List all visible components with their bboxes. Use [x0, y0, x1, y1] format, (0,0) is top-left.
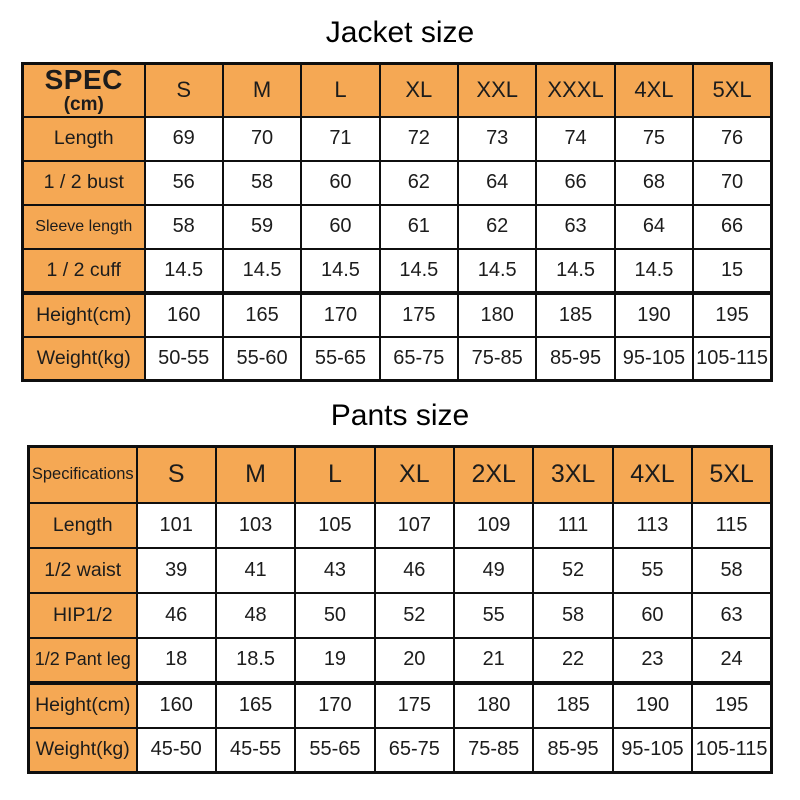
- value-cell: 170: [301, 293, 379, 337]
- row-label-cell: Height(cm): [29, 683, 137, 728]
- value-cell: 20: [375, 638, 454, 683]
- value-cell: 75: [615, 117, 693, 161]
- value-cell: 18.5: [216, 638, 295, 683]
- value-cell: 185: [533, 683, 612, 728]
- value-cell: 21: [454, 638, 533, 683]
- value-cell: 101: [137, 503, 216, 548]
- table-row: [29, 638, 772, 683]
- size-header-cell: 2XL: [454, 447, 533, 503]
- pants-table-title: Pants size: [330, 399, 470, 432]
- value-cell: 105-115: [693, 337, 771, 381]
- value-cell: 14.5: [615, 249, 693, 293]
- table-row: [23, 205, 772, 249]
- jacket-header-row: [23, 64, 772, 117]
- value-cell: 73: [458, 117, 536, 161]
- jacket-table-title: Jacket size: [325, 16, 475, 49]
- value-cell: 46: [375, 548, 454, 593]
- size-header-cell: XL: [375, 447, 454, 503]
- value-cell: 15: [693, 249, 771, 293]
- value-cell: 64: [615, 205, 693, 249]
- row-label-cell: HIP1/2: [29, 593, 137, 638]
- value-cell: 175: [375, 683, 454, 728]
- value-cell: 180: [458, 293, 536, 337]
- value-cell: 18: [137, 638, 216, 683]
- value-cell: 58: [533, 593, 612, 638]
- value-cell: 55-65: [295, 728, 374, 773]
- value-cell: 165: [216, 683, 295, 728]
- row-label-cell: 1 / 2 cuff: [23, 249, 145, 293]
- value-cell: 43: [295, 548, 374, 593]
- value-cell: 48: [216, 593, 295, 638]
- value-cell: 190: [615, 293, 693, 337]
- value-cell: 95-105: [615, 337, 693, 381]
- table-row: [23, 337, 772, 381]
- value-cell: 68: [615, 161, 693, 205]
- value-cell: 160: [137, 683, 216, 728]
- value-cell: 195: [693, 293, 771, 337]
- value-cell: 65-75: [380, 337, 458, 381]
- value-cell: 63: [536, 205, 614, 249]
- value-cell: 55: [613, 548, 692, 593]
- value-cell: 45-55: [216, 728, 295, 773]
- size-header-cell: XXL: [458, 64, 536, 117]
- spec-header-cell: [23, 64, 145, 117]
- value-cell: 72: [380, 117, 458, 161]
- value-cell: 14.5: [145, 249, 223, 293]
- value-cell: 58: [692, 548, 771, 593]
- value-cell: 105-115: [692, 728, 771, 773]
- table-row: [29, 683, 772, 728]
- size-header-cell: 5XL: [692, 447, 771, 503]
- row-label-cell: Weight(kg): [23, 337, 145, 381]
- value-cell: 59: [223, 205, 301, 249]
- row-label-cell: Sleeve length: [23, 205, 145, 249]
- value-cell: 14.5: [301, 249, 379, 293]
- value-cell: 52: [375, 593, 454, 638]
- value-cell: 14.5: [458, 249, 536, 293]
- table-row: [29, 728, 772, 773]
- table-row: [29, 548, 772, 593]
- table-row: [29, 503, 772, 548]
- value-cell: 60: [613, 593, 692, 638]
- value-cell: 70: [693, 161, 771, 205]
- value-cell: 95-105: [613, 728, 692, 773]
- value-cell: 22: [533, 638, 612, 683]
- value-cell: 180: [454, 683, 533, 728]
- value-cell: 56: [145, 161, 223, 205]
- size-header-cell: L: [295, 447, 374, 503]
- row-label-cell: Height(cm): [23, 293, 145, 337]
- value-cell: 190: [613, 683, 692, 728]
- value-cell: 103: [216, 503, 295, 548]
- table-row: [23, 249, 772, 293]
- value-cell: 60: [301, 205, 379, 249]
- value-cell: 46: [137, 593, 216, 638]
- value-cell: 64: [458, 161, 536, 205]
- spec-label: SPEC: [44, 64, 123, 96]
- value-cell: 58: [223, 161, 301, 205]
- row-label-cell: 1/2 waist: [29, 548, 137, 593]
- value-cell: 49: [454, 548, 533, 593]
- value-cell: 160: [145, 293, 223, 337]
- value-cell: 195: [692, 683, 771, 728]
- value-cell: 14.5: [223, 249, 301, 293]
- value-cell: 175: [380, 293, 458, 337]
- size-header-cell: XL: [380, 64, 458, 117]
- value-cell: 65-75: [375, 728, 454, 773]
- value-cell: 69: [145, 117, 223, 161]
- value-cell: 24: [692, 638, 771, 683]
- pants-size-table: [27, 445, 773, 774]
- size-header-cell: 3XL: [533, 447, 612, 503]
- value-cell: 60: [301, 161, 379, 205]
- specifications-header-cell: Specifications: [29, 447, 137, 503]
- size-header-cell: S: [137, 447, 216, 503]
- value-cell: 66: [693, 205, 771, 249]
- size-header-cell: M: [223, 64, 301, 117]
- value-cell: 75-85: [458, 337, 536, 381]
- value-cell: 55-60: [223, 337, 301, 381]
- value-cell: 85-95: [536, 337, 614, 381]
- value-cell: 75-85: [454, 728, 533, 773]
- size-header-cell: XXXL: [536, 64, 614, 117]
- table-row: [29, 593, 772, 638]
- table-row: [23, 161, 772, 205]
- value-cell: 113: [613, 503, 692, 548]
- row-label-cell: 1 / 2 bust: [23, 161, 145, 205]
- row-label-cell: Length: [23, 117, 145, 161]
- value-cell: 23: [613, 638, 692, 683]
- value-cell: 14.5: [536, 249, 614, 293]
- value-cell: 107: [375, 503, 454, 548]
- value-cell: 61: [380, 205, 458, 249]
- size-header-cell: S: [145, 64, 223, 117]
- value-cell: 165: [223, 293, 301, 337]
- value-cell: 70: [223, 117, 301, 161]
- size-header-cell: 4XL: [615, 64, 693, 117]
- value-cell: 170: [295, 683, 374, 728]
- value-cell: 41: [216, 548, 295, 593]
- value-cell: 71: [301, 117, 379, 161]
- pants-header-row: [29, 447, 772, 503]
- value-cell: 62: [458, 205, 536, 249]
- value-cell: 50-55: [145, 337, 223, 381]
- value-cell: 109: [454, 503, 533, 548]
- size-header-cell: L: [301, 64, 379, 117]
- value-cell: 52: [533, 548, 612, 593]
- value-cell: 63: [692, 593, 771, 638]
- value-cell: 14.5: [380, 249, 458, 293]
- value-cell: 50: [295, 593, 374, 638]
- table-row: [23, 117, 772, 161]
- size-header-cell: M: [216, 447, 295, 503]
- value-cell: 55-65: [301, 337, 379, 381]
- value-cell: 66: [536, 161, 614, 205]
- value-cell: 39: [137, 548, 216, 593]
- row-label-cell: Length: [29, 503, 137, 548]
- jacket-size-table: [21, 62, 773, 382]
- value-cell: 111: [533, 503, 612, 548]
- value-cell: 58: [145, 205, 223, 249]
- value-cell: 76: [693, 117, 771, 161]
- size-header-cell: 5XL: [693, 64, 771, 117]
- value-cell: 115: [692, 503, 771, 548]
- row-label-cell: Weight(kg): [29, 728, 137, 773]
- value-cell: 55: [454, 593, 533, 638]
- size-header-cell: 4XL: [613, 447, 692, 503]
- value-cell: 74: [536, 117, 614, 161]
- value-cell: 105: [295, 503, 374, 548]
- value-cell: 19: [295, 638, 374, 683]
- value-cell: 85-95: [533, 728, 612, 773]
- table-row: [23, 293, 772, 337]
- row-label-cell: 1/2 Pant leg: [29, 638, 137, 683]
- spec-unit-label: (cm): [63, 94, 104, 116]
- value-cell: 45-50: [137, 728, 216, 773]
- value-cell: 185: [536, 293, 614, 337]
- value-cell: 62: [380, 161, 458, 205]
